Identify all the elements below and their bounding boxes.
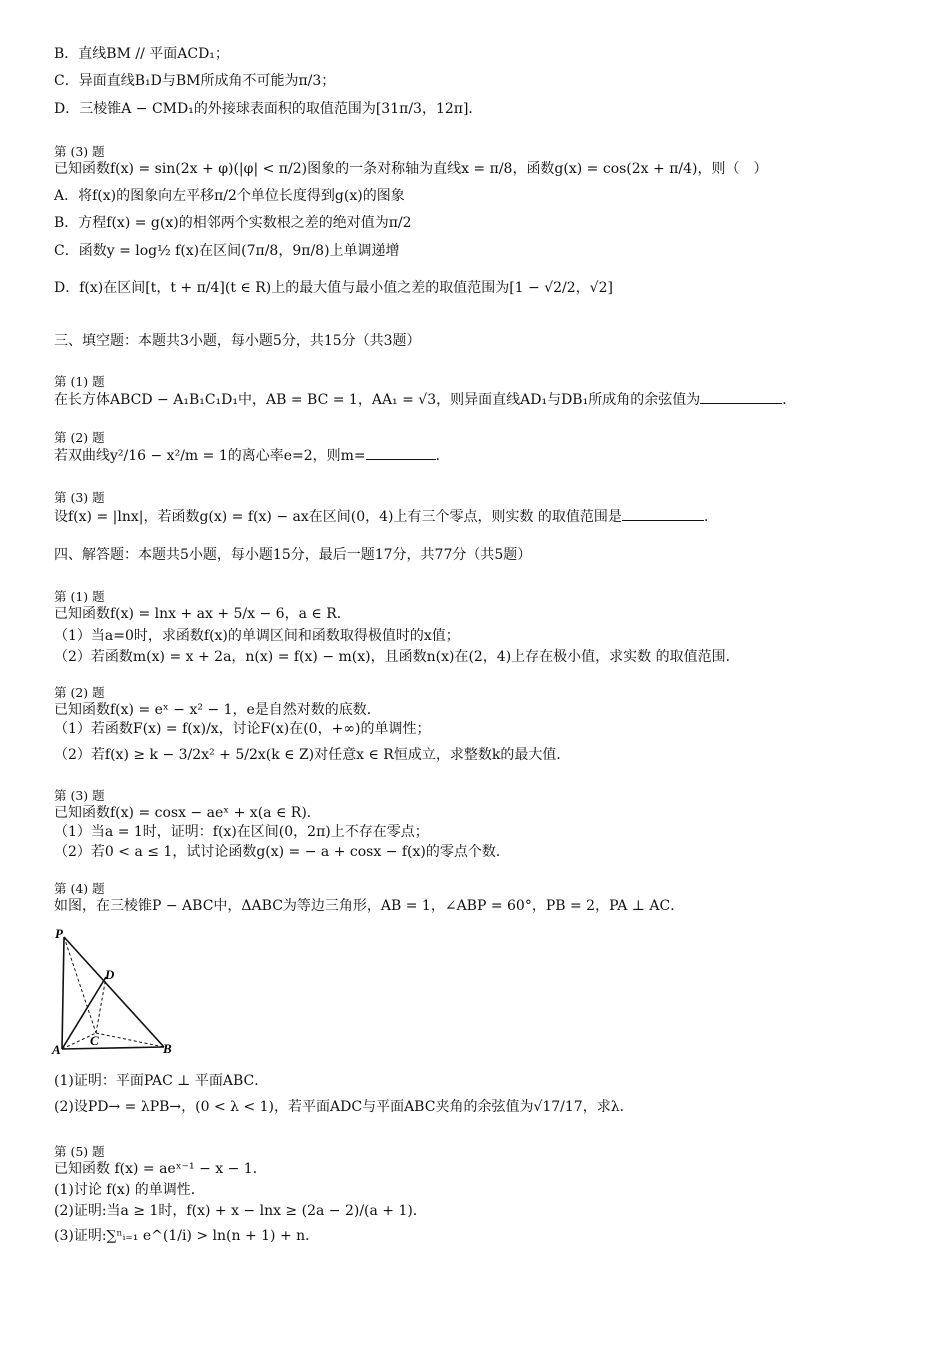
section-header: 四、解答题：本题共5小题，每小题15分，最后一题17分，共77分（共5题） bbox=[54, 547, 532, 563]
vertex-label-d: D bbox=[105, 967, 115, 982]
choice-a: A．将f(x)的图象向左平移π/2个单位长度得到g(x)的图象 bbox=[54, 188, 405, 204]
subquestion-1: （1）当a=0时，求函数f(x)的单调区间和函数取得极值时的x值； bbox=[54, 628, 460, 644]
question-stem: 如图，在三棱锥P − ABC中，ΔABC为等边三角形，AB = 1，∠ABP = 60°，PB = 2，PA ⊥ AC． bbox=[54, 898, 685, 914]
subquestion-2: (2)设PD→ = λPB→，(0 < λ < 1)，若平面ADC与平面ABC夹角的余弦值为√17/17，求λ． bbox=[54, 1099, 634, 1115]
period: ． bbox=[703, 509, 718, 525]
question-stem: 已知函数 f(x) = aeˣ⁻¹ − x − 1． bbox=[54, 1161, 267, 1177]
edge-pb bbox=[64, 937, 164, 1047]
fill-question-1 bbox=[54, 389, 796, 410]
answer-blank[interactable] bbox=[366, 445, 436, 460]
question-label: 第 (4) 题 bbox=[54, 881, 105, 896]
vertex-label-b: B bbox=[163, 1041, 172, 1056]
question-stem: 已知函数f(x) = eˣ − x² − 1，e是自然对数的底数． bbox=[54, 702, 381, 718]
choice-d: D．f(x)在区间[t，t + π/4](t ∈ R)上的最大值与最小值之差的取值范围为[1 − √2/2，√2] bbox=[54, 280, 613, 296]
question-label: 第 (5) 题 bbox=[54, 1144, 105, 1159]
subquestion-1: (1)讨论 f(x) 的单调性． bbox=[54, 1182, 205, 1198]
fill-question-2 bbox=[54, 445, 450, 466]
subquestion-1: （1）当a = 1时，证明：f(x)在区间(0，2π)上不存在零点； bbox=[54, 824, 429, 840]
fill-question-3 bbox=[54, 506, 718, 527]
choice-c: C．函数y = log½ f(x)在区间(7π/8，9π/8)上单调递增 bbox=[54, 243, 400, 259]
question-label: 第 (3) 题 bbox=[54, 144, 105, 159]
question-label: 第 (2) 题 bbox=[54, 685, 105, 700]
period: ． bbox=[782, 392, 797, 408]
edge-ab bbox=[62, 1047, 164, 1049]
choice-d: D．三棱锥A − CMD₁的外接球表面积的取值范围为[31π/3，12π]． bbox=[54, 101, 483, 117]
choice-b: B．直线BM // 平面ACD₁； bbox=[54, 46, 229, 62]
vertex-label-a: A bbox=[52, 1042, 61, 1057]
question-text: 设f(x) = |lnx|，若函数g(x) = f(x) − ax在区间(0，4)上有三个零点，则实数 的取值范围是 bbox=[54, 509, 622, 525]
choice-c: C．异面直线B₁D与BM所成角不可能为π/3； bbox=[54, 73, 336, 89]
edge-pa bbox=[62, 937, 64, 1049]
answer-blank[interactable] bbox=[700, 389, 782, 404]
subquestion-2: （2）若函数m(x) = x + 2a，n(x) = f(x) − m(x)，且函数n(x)在(2，4)上存在极小值，求实数 的取值范围． bbox=[54, 649, 740, 665]
subquestion-2: （2）若0 < a ≤ 1，试讨论函数g(x) = − a + cosx − f(x)的零点个数． bbox=[54, 844, 510, 860]
question-label: 第 (1) 题 bbox=[54, 374, 105, 389]
question-stem: 已知函数f(x) = cosx − aeˣ + x(a ∈ R)． bbox=[54, 805, 321, 821]
question-label: 第 (3) 题 bbox=[54, 788, 105, 803]
period: ． bbox=[435, 448, 450, 464]
vertex-label-c: C bbox=[90, 1033, 99, 1048]
question-label: 第 (3) 题 bbox=[54, 490, 105, 505]
question-text: 在长方体ABCD − A₁B₁C₁D₁中，AB = BC = 1，AA₁ = √3，则异面直线AD₁与DB₁所成角的余弦值为 bbox=[54, 392, 701, 408]
question-label: 第 (2) 题 bbox=[54, 430, 105, 445]
question-stem: 已知函数f(x) = lnx + ax + 5/x − 6，a ∈ R． bbox=[54, 606, 351, 622]
section-header: 三、填空题：本题共3小题，每小题5分，共15分（共3题） bbox=[54, 333, 421, 349]
tetrahedron-figure bbox=[50, 925, 190, 1060]
question-stem: 已知函数f(x) = sin(2x + φ)(|φ| < π/2)图象的一条对称轴为直线x = π/8，函数g(x) = cos(2x + π/4)，则（ ） bbox=[54, 161, 768, 177]
subquestion-2: (2)证明:当a ≥ 1时，f(x) + x − lnx ≥ (2a − 2)/(a + 1)． bbox=[54, 1203, 427, 1219]
answer-blank[interactable] bbox=[622, 506, 704, 521]
question-label: 第 (1) 题 bbox=[54, 589, 105, 604]
question-text: 若双曲线y²/16 − x²/m = 1的离心率e=2，则m= bbox=[54, 448, 366, 464]
subquestion-3: (3)证明:∑ⁿᵢ₌₁ e^(1/i) > ln(n + 1) + n． bbox=[54, 1228, 320, 1244]
choice-b: B．方程f(x) = g(x)的相邻两个实数根之差的绝对值为π/2 bbox=[54, 215, 412, 231]
subquestion-1: (1)证明：平面PAC ⊥ 平面ABC． bbox=[54, 1073, 269, 1089]
subquestion-2: （2）若f(x) ≥ k − 3/2x² + 5/2x(k ∈ Z)对任意x ∈ R恒成立，求整数k的最大值． bbox=[54, 747, 571, 763]
vertex-label-p: P bbox=[55, 926, 63, 941]
subquestion-1: （1）若函数F(x) = f(x)/x，讨论F(x)在(0，+∞)的单调性； bbox=[54, 721, 431, 737]
